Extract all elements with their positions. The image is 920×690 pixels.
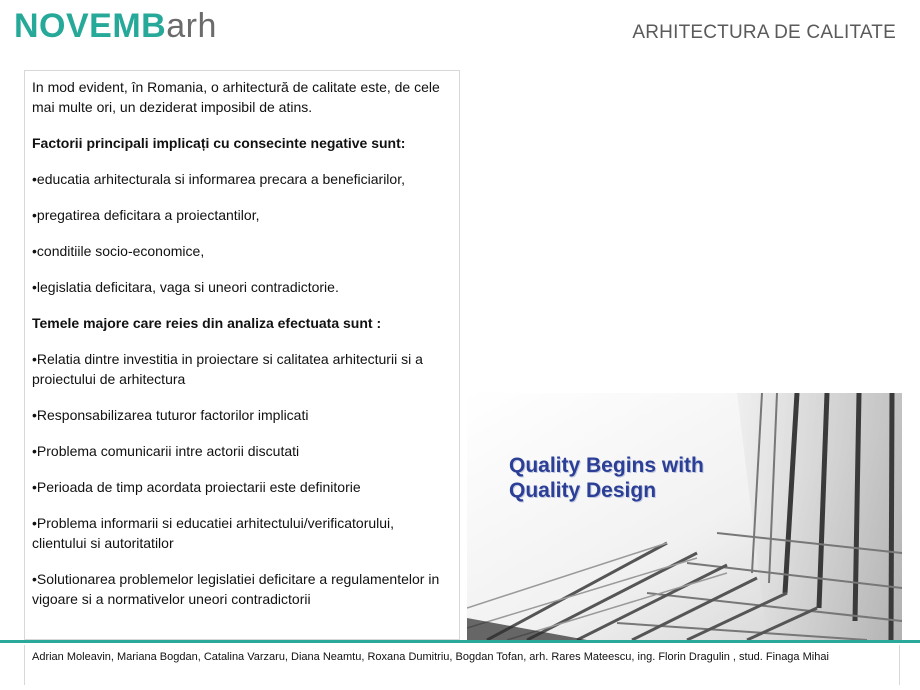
factor-item: •educatia arhitecturala si informarea precara a beneficiarilor,: [32, 171, 405, 187]
quality-design-image: [467, 393, 902, 640]
themes-heading: Temele majore care reies din analiza efectuata sunt :: [32, 315, 382, 331]
slogan-line: Quality Design: [509, 479, 657, 502]
theme-item: •Relatia dintre investitia in proiectare si calitatea arhitecturii si a proiectului de arhitectura: [32, 351, 423, 387]
factor-item: •legislatia deficitara, vaga si uneori contradictorie.: [32, 279, 339, 295]
factor-item: •pregatirea deficitara a proiectantilor,: [32, 207, 260, 223]
factors-heading: Factorii principali implicați cu consecinte negative sunt:: [32, 135, 406, 151]
factor-item: •conditiile socio-economice,: [32, 243, 205, 259]
footer-divider: [0, 640, 920, 643]
intro-paragraph: In mod evident, în Romania, o arhitectură de calitate este, de cele mai multe ori, un deziderat imposibil de atins.: [32, 79, 440, 115]
theme-item: •Responsabilizarea tuturor factorilor implicati: [32, 407, 309, 423]
theme-item: •Solutionarea problemelor legislatiei deficitare a regulamentelor in vigoare si a normativelor uneori contradictorii: [32, 571, 440, 607]
theme-item: •Problema informarii si educatiei arhitectului/verificatorului, clientului si autoritatilor: [32, 515, 395, 551]
logo: [14, 8, 217, 44]
logo-primary-text: NOVEMB: [14, 7, 167, 45]
slogan: [509, 453, 704, 503]
author-credits: Adrian Moleavin, Mariana Bogdan, Catalina Varzaru, Diana Neamtu, Roxana Dumitriu, Bogdan Tofan, arh. Rares Mateescu, ing. Florin Dragulin , stud. Finaga Mihai: [32, 651, 829, 663]
architecture-photo: [467, 393, 902, 640]
slogan-line: Quality Begins with: [509, 454, 704, 477]
slide-title: ARHITECTURA DE CALITATE: [632, 22, 896, 43]
logo-secondary-text: arh: [166, 7, 217, 45]
theme-item: •Perioada de timp acordata proiectarii este definitorie: [32, 479, 361, 495]
theme-item: •Problema comunicarii intre actorii discutati: [32, 443, 300, 459]
text-panel: [24, 70, 460, 640]
